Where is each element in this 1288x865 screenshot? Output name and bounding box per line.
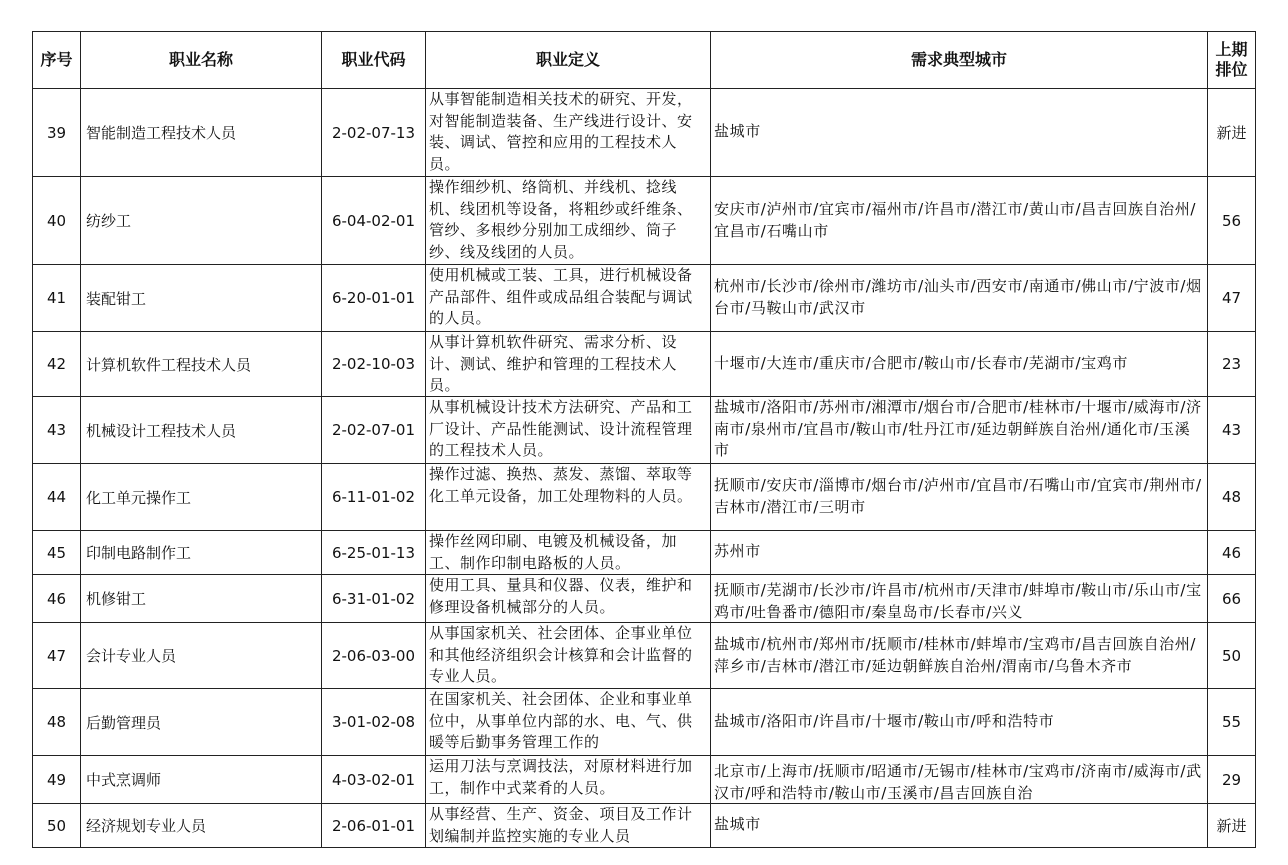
cities-cell [711,177,1208,265]
cities-cell [711,397,1208,464]
definition-cell [426,332,711,397]
cities-cell [711,804,1208,848]
header-cities: 需求典型城市 [711,32,1208,89]
table-row [33,804,1256,848]
occupation-definition: 从事智能制造相关技术的研究、开发，对智能制造装备、生产线进行设计、安装、调试、管控和应用的工程技术人员。 [429,90,693,173]
occupation-definition: 使用工具、量具和仪器、仪表，维护和修理设备机械部分的人员。 [429,576,693,616]
definition-cell [426,464,711,531]
table-row [33,397,1256,464]
row-index: 42 [33,332,81,397]
cities-cell [711,531,1208,575]
table-row [33,464,1256,531]
header-rank-label: 上期排位 [1215,40,1248,79]
occupation-definition: 从事国家机关、社会团体、企事业单位和其他经济组织会计核算和会计监督的专业人员。 [429,624,693,685]
definition-cell [426,623,711,689]
occupation-code: 6-25-01-13 [322,531,426,575]
header-name: 职业名称 [81,32,322,89]
typical-cities: 十堰市/大连市/重庆市/合肥市/鞍山市/长春市/芜湖市/宝鸡市 [714,354,1128,372]
row-index: 49 [33,756,81,804]
occupation-definition: 运用刀法与烹调技法，对原材料进行加工，制作中式菜肴的人员。 [429,757,693,797]
previous-rank: 43 [1208,397,1256,464]
occupation-code: 2-06-01-01 [322,804,426,848]
table-row [33,575,1256,623]
occupation-code: 6-11-01-02 [322,464,426,531]
occupation-code: 6-04-02-01 [322,177,426,265]
occupation-name: 机械设计工程技术人员 [81,397,322,464]
occupation-definition: 操作过滤、换热、蒸发、蒸馏、萃取等化工单元设备，加工处理物料的人员。 [429,465,693,505]
typical-cities: 盐城市/洛阳市/许昌市/十堰市/鞍山市/呼和浩特市 [714,712,1055,730]
row-index: 46 [33,575,81,623]
cities-cell [711,575,1208,623]
typical-cities: 盐城市/杭州市/郑州市/抚顺市/桂林市/蚌埠市/宝鸡市/昌吉回族自治州/萍乡市/吉林市/潜江市/延边朝鲜族自治州/渭南市/乌鲁木齐市 [714,635,1197,675]
occupation-name: 经济规划专业人员 [81,804,322,848]
occupation-definition: 使用机械或工装、工具，进行机械设备产品部件、组件或成品组合装配与调试的人员。 [429,266,693,327]
definition-cell [426,531,711,575]
occupation-definition: 从事计算机软件研究、需求分析、设计、测试、维护和管理的工程技术人员。 [429,333,678,394]
typical-cities: 盐城市 [714,815,761,833]
row-index: 40 [33,177,81,265]
cities-cell [711,332,1208,397]
occupation-code: 2-02-07-13 [322,89,426,177]
occupation-definition: 从事经营、生产、资金、项目及工作计划编制并监控实施的专业人员 [429,805,693,845]
row-index: 48 [33,689,81,756]
previous-rank: 47 [1208,265,1256,332]
definition-cell [426,575,711,623]
row-index: 39 [33,89,81,177]
previous-rank: 23 [1208,332,1256,397]
occupation-code: 2-06-03-00 [322,623,426,689]
typical-cities: 杭州市/长沙市/徐州市/潍坊市/汕头市/西安市/南通市/佛山市/宁波市/烟台市/马鞍山市/武汉市 [714,277,1202,317]
header-row [33,32,1256,89]
row-index: 47 [33,623,81,689]
cities-cell [711,689,1208,756]
typical-cities: 苏州市 [714,542,761,560]
typical-cities: 抚顺市/芜湖市/长沙市/许昌市/杭州市/天津市/蚌埠市/鞍山市/乐山市/宝鸡市/吐鲁番市/德阳市/秦皇岛市/长春市/兴义 [714,581,1202,621]
definition-cell [426,756,711,804]
typical-cities: 抚顺市/安庆市/淄博市/烟台市/泸州市/宜昌市/石嘴山市/宜宾市/荆州市/吉林市/潜江市/三明市 [714,476,1202,516]
occupation-name: 计算机软件工程技术人员 [81,332,322,397]
table-row [33,531,1256,575]
cities-cell [711,623,1208,689]
occupation-definition: 在国家机关、社会团体、企业和事业单位中，从事单位内部的水、电、气、供暖等后勤事务管理工作的 [429,690,693,751]
header-index: 序号 [33,32,81,89]
occupation-name: 中式烹调师 [81,756,322,804]
table-row [33,623,1256,689]
header-rank [1208,32,1256,89]
previous-rank: 46 [1208,531,1256,575]
row-index: 44 [33,464,81,531]
previous-rank: 66 [1208,575,1256,623]
previous-rank: 29 [1208,756,1256,804]
table-row [33,689,1256,756]
cities-cell [711,464,1208,531]
row-index: 41 [33,265,81,332]
previous-rank: 56 [1208,177,1256,265]
occupation-code: 2-02-10-03 [322,332,426,397]
occupation-code: 4-03-02-01 [322,756,426,804]
definition-cell [426,804,711,848]
occupation-name: 会计专业人员 [81,623,322,689]
occupation-name: 化工单元操作工 [81,464,322,531]
typical-cities: 盐城市/洛阳市/苏州市/湘潭市/烟台市/合肥市/桂林市/十堰市/威海市/济南市/泉州市/宜昌市/鞍山市/牡丹江市/延边朝鲜族自治州/通化市/玉溪市 [714,398,1202,459]
occupation-definition: 操作丝网印刷、电镀及机械设备，加工、制作印制电路板的人员。 [429,532,678,572]
table-row [33,756,1256,804]
occupation-code: 3-01-02-08 [322,689,426,756]
cities-cell [711,265,1208,332]
previous-rank: 新进 [1208,804,1256,848]
typical-cities: 北京市/上海市/抚顺市/昭通市/无锡市/桂林市/宝鸡市/济南市/威海市/武汉市/呼和浩特市/鞍山市/玉溪市/昌吉回族自治 [714,762,1202,802]
occupation-name: 机修钳工 [81,575,322,623]
row-index: 50 [33,804,81,848]
row-index: 45 [33,531,81,575]
table-row [33,265,1256,332]
occupation-name: 后勤管理员 [81,689,322,756]
table-row [33,332,1256,397]
previous-rank: 新进 [1208,89,1256,177]
definition-cell [426,689,711,756]
occupation-code: 2-02-07-01 [322,397,426,464]
typical-cities: 盐城市 [714,122,761,140]
header-code: 职业代码 [322,32,426,89]
typical-cities: 安庆市/泸州市/宜宾市/福州市/许昌市/潜江市/黄山市/昌吉回族自治州/宜昌市/石嘴山市 [714,200,1197,240]
occupation-code: 6-31-01-02 [322,575,426,623]
definition-cell [426,89,711,177]
table-row [33,177,1256,265]
definition-cell [426,265,711,332]
occupation-table [32,31,1256,848]
cities-cell [711,89,1208,177]
cities-cell [711,756,1208,804]
occupation-name: 纺纱工 [81,177,322,265]
occupation-name: 智能制造工程技术人员 [81,89,322,177]
row-index: 43 [33,397,81,464]
occupation-definition: 操作细纱机、络筒机、并线机、捻线机、线团机等设备，将粗纱或纤维条、管纱、多根纱分别加工成细纱、筒子纱、线及线团的人员。 [429,178,693,261]
previous-rank: 48 [1208,464,1256,531]
previous-rank: 50 [1208,623,1256,689]
occupation-name: 印制电路制作工 [81,531,322,575]
previous-rank: 55 [1208,689,1256,756]
occupation-name: 装配钳工 [81,265,322,332]
occupation-code: 6-20-01-01 [322,265,426,332]
definition-cell [426,177,711,265]
header-definition: 职业定义 [426,32,711,89]
occupation-definition: 从事机械设计技术方法研究、产品和工厂设计、产品性能测试、设计流程管理的工程技术人员。 [429,398,693,459]
definition-cell [426,397,711,464]
table-row [33,89,1256,177]
